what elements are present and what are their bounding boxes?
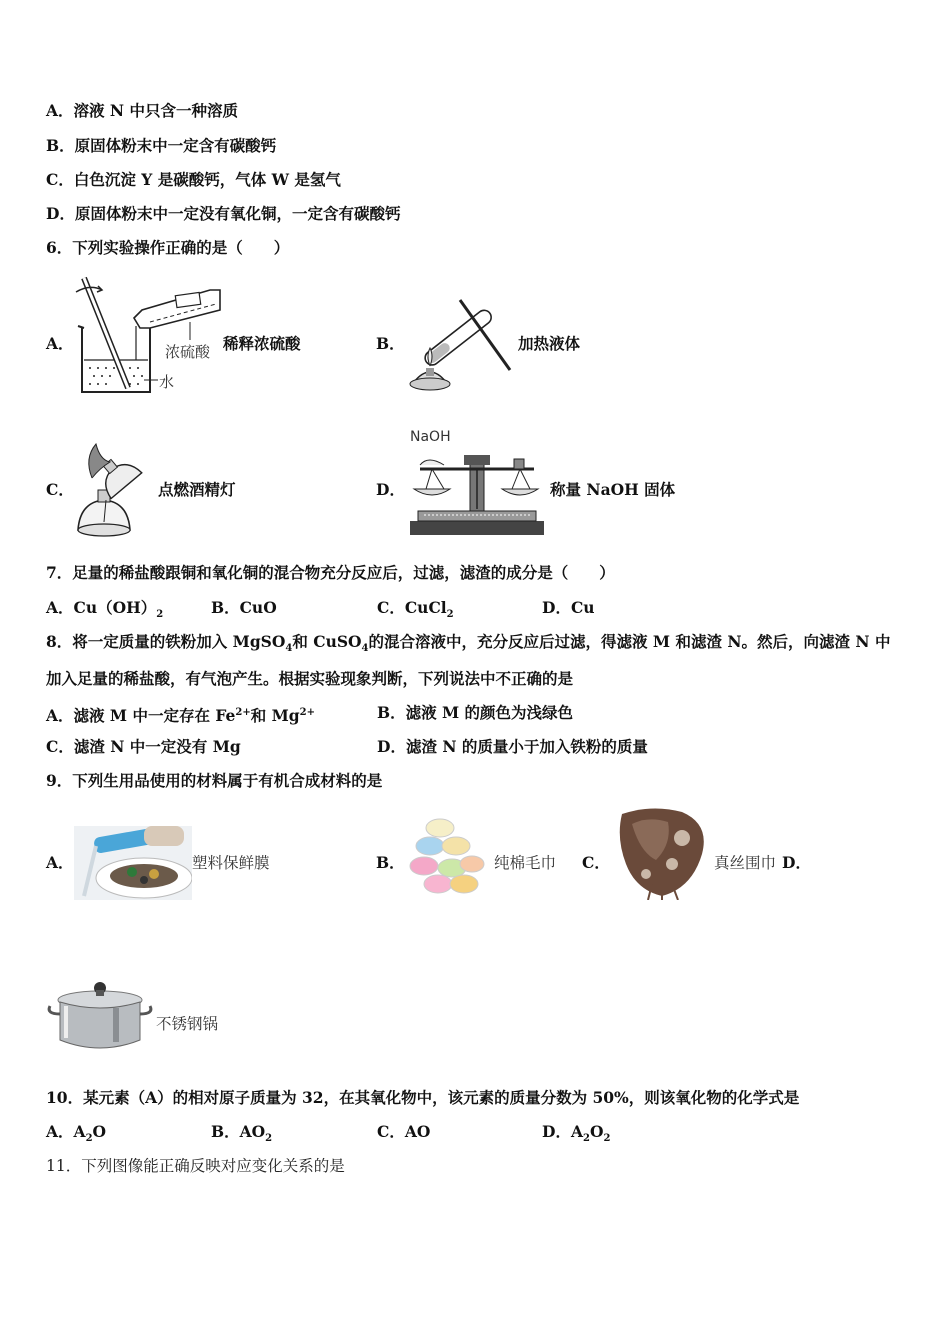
q10-stem: 10．某元素（A）的相对原子质量为 32，在其氧化物中，该元素的质量分数为 50%，则该氧化物的化学式是 xyxy=(46,1088,800,1107)
q7-option-a: A．$Cu(OH)_2$ xyxy=(46,598,164,621)
silk-scarf-image xyxy=(612,804,712,900)
plastic-wrap-image xyxy=(74,826,192,900)
cotton-towel-image xyxy=(408,814,488,896)
heating-liquid-illustration xyxy=(400,290,518,398)
q9-a-caption: 塑料保鲜膜 xyxy=(192,854,270,872)
q9-a-letter: A． xyxy=(46,853,74,872)
lighting-alcohol-lamp-illustration xyxy=(70,438,158,538)
q7-stem: 7．足量的稀盐酸跟铜和氧化铜的混合物充分反应后，过滤，滤渣的成分是（ ） xyxy=(46,563,615,582)
q5-option-b: B．原固体粉末中一定含有碳酸钙 xyxy=(46,136,277,155)
q8-stem-line-1: 8．将一定质量的铁粉加入 MgSO$_4$和 CuSO$_4$的混合溶液中，充分反应后过滤，得滤液 M 和滤渣 N。然后，向滤渣 N 中 xyxy=(46,632,891,655)
q6-stem: 6．下列实验操作正确的是（ ） xyxy=(46,238,290,257)
q8-stem-line-2: 加入足量的稀盐酸，有气泡产生。根据实验现象判断，下列说法中不正确的是 xyxy=(46,669,574,688)
q9-c-caption: 真丝围巾 xyxy=(714,854,777,872)
q8-option-b: B．滤液 M 的颜色为浅绿色 xyxy=(377,703,574,722)
q11-stem: 11．下列图像能正确反映对应变化关系的是 xyxy=(46,1157,345,1175)
q6-b-letter: B． xyxy=(376,334,405,353)
q6-a-caption: 稀释浓硫酸 xyxy=(223,334,301,353)
q9-c-letter: C． xyxy=(582,853,610,872)
concentrated-sulfuric-acid-label: 浓硫酸 xyxy=(165,343,211,361)
q10-option-a: A．$A_2O$ xyxy=(46,1122,107,1145)
q6-d-caption: 称量 NaOH 固体 xyxy=(550,480,676,499)
q6-d-letter: D． xyxy=(376,480,405,499)
dilute-sulfuric-acid-illustration xyxy=(70,270,225,398)
q5-option-d: D．原固体粉末中一定没有氧化铜，一定含有碳酸钙 xyxy=(46,204,401,223)
q9-d-caption: 不锈钢锅 xyxy=(156,1015,219,1033)
stainless-steel-pot-image xyxy=(46,976,154,1054)
q6-a-letter: A． xyxy=(46,334,74,353)
q6-c-caption: 点燃酒精灯 xyxy=(158,480,236,499)
q9-stem: 9．下列生用品使用的材料属于有机合成材料的是 xyxy=(46,771,383,790)
q5-option-c: C．白色沉淀 Y 是碳酸钙，气体 W 是氢气 xyxy=(46,170,341,189)
water-label: 水 xyxy=(159,373,175,391)
q10-option-c: C．AO xyxy=(377,1122,431,1141)
q8-option-a: A．滤液 M 中一定存在 $Fe^{2+}$和 $Mg^{2+}$ xyxy=(46,706,315,726)
q6-c-letter: C． xyxy=(46,480,74,499)
q10-option-d: D．$A_2O_2$ xyxy=(542,1122,611,1145)
q9-d-letter: D． xyxy=(782,853,811,872)
q6-b-caption: 加热液体 xyxy=(518,334,581,353)
q10-option-b: B．$AO_2$ xyxy=(211,1122,273,1145)
q9-b-letter: B． xyxy=(376,853,405,872)
q7-option-b: B．CuO xyxy=(211,598,277,617)
q5-option-a: A．溶液 N 中只含一种溶质 xyxy=(46,101,238,120)
q7-option-d: D．Cu xyxy=(542,598,595,617)
q8-option-d: D．滤渣 N 的质量小于加入铁粉的质量 xyxy=(377,737,648,756)
q9-b-caption: 纯棉毛巾 xyxy=(494,854,557,872)
q7-option-c: C．CuCl$_2$ xyxy=(377,598,454,621)
q8-option-c: C．滤渣 N 中一定没有 Mg xyxy=(46,737,241,756)
naoh-label: NaOH xyxy=(410,429,451,445)
